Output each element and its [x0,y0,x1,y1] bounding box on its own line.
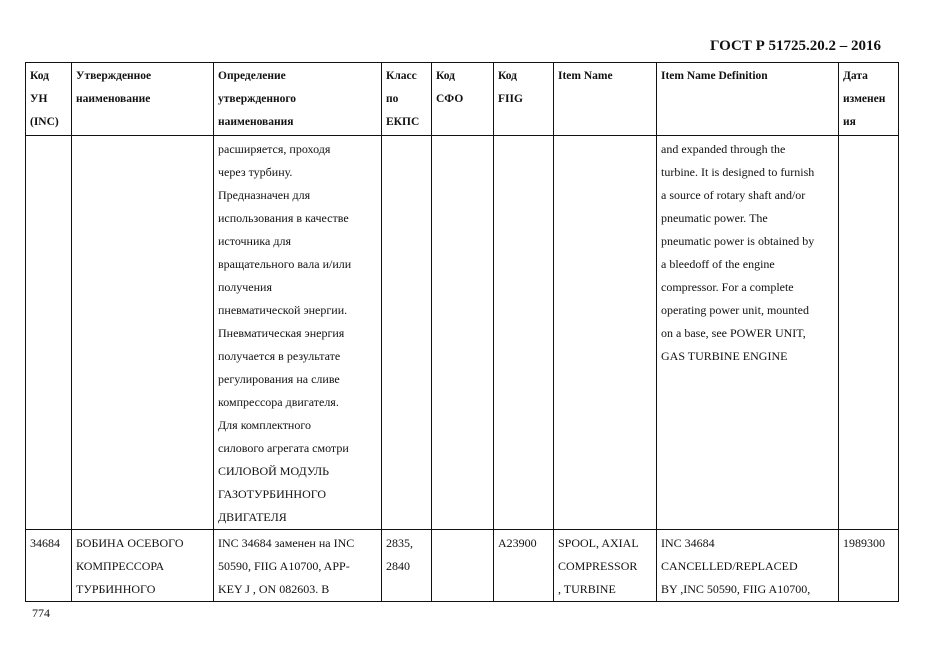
table-row [26,530,899,602]
header-class: Класс по ЕКПС [382,63,432,136]
header-fiig: Код FIIG [494,63,554,136]
cell-definition-ru: INC 34684 заменен на INC 50590, FIIG A10700, APP- KEY J , ON 082603. B [214,530,382,602]
header-item-name: Item Name [554,63,657,136]
cell-inc [26,136,72,530]
table-header-row [26,63,899,136]
cell-item-name [554,136,657,530]
cell-item-name: SPOOL, AXIAL COMPRESSOR , TURBINE [554,530,657,602]
cell-inc: 34684 [26,530,72,602]
cell-change-date [839,136,899,530]
cell-sfo [432,136,494,530]
document-header: ГОСТ Р 51725.20.2 – 2016 [710,38,882,54]
header-definition: Определение утвержденного наименования [214,63,382,136]
cell-fiig: A23900 [494,530,554,602]
cell-class: 2835, 2840 [382,530,432,602]
header-inc: Код УН (INC) [26,63,72,136]
cell-definition-ru: расширяется, проходя через турбину. Предназначен для использования в качестве источника для вращательного вала и/или получения пневматической энергии. Пневматическая энергия получается в результате регулирования на сливе компрессора двигателя. Для комплектного силового агрегата смотри СИЛОВОЙ МОДУЛЬ ГАЗОТУРБИННОГО ДВИГАТЕЛЯ [214,136,382,530]
cell-fiig [494,136,554,530]
header-approved-name: Утвержденное наименование [72,63,214,136]
header-sfo: Код СФО [432,63,494,136]
cell-item-name-definition: INC 34684 CANCELLED/REPLACED BY ,INC 50590, FIIG A10700, [657,530,839,602]
cell-item-name-definition: and expanded through the turbine. It is designed to furnish a source of rotary shaft and/or pneumatic power. The pneumatic power is obtained by a bleedoff of the engine compressor. For a complete operating power unit, mounted on a base, see POWER UNIT, GAS TURBINE ENGINE [657,136,839,530]
cell-approved-name [72,136,214,530]
header-change-date: Дата изменен ия [839,63,899,136]
cell-change-date: 1989300 [839,530,899,602]
item-name-table [25,62,899,602]
page-number: 774 [32,606,50,620]
cell-approved-name: БОБИНА ОСЕВОГО КОМПРЕССОРА ТУРБИННОГО [72,530,214,602]
cell-sfo [432,530,494,602]
cell-class [382,136,432,530]
header-item-name-definition: Item Name Definition [657,63,839,136]
table-row [26,136,899,530]
